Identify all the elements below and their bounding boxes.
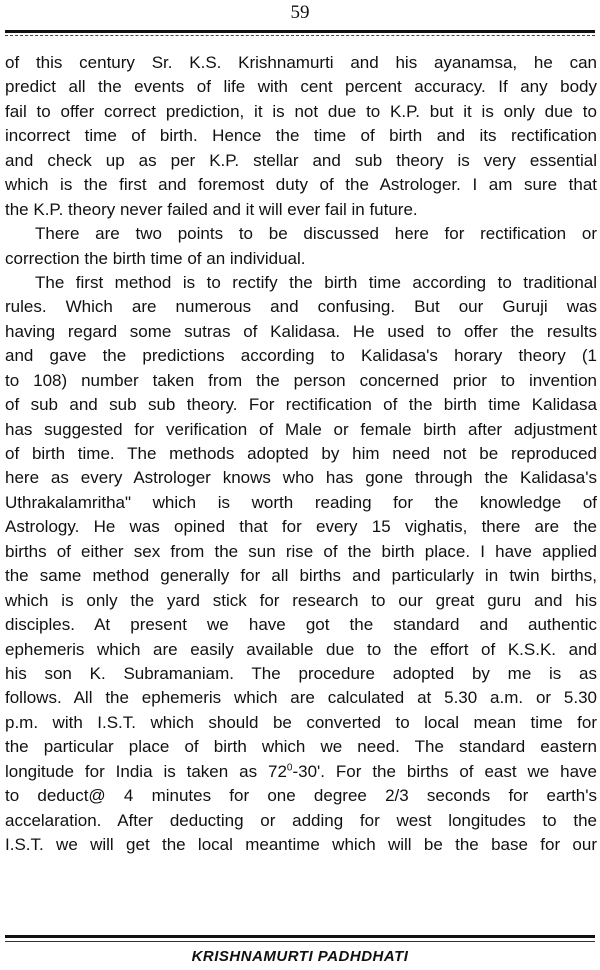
text-line: predict all the events of life with cent percent accuracy. If any body — [5, 77, 597, 97]
text-line: fail to offer correct prediction, it is not due to K.P. but it is only due to — [5, 101, 597, 121]
degree-superscript: 0 — [286, 762, 293, 774]
text-line: and gave the predictions according to Kalidasa's horary theory (1 — [5, 346, 597, 366]
degree-line-rest: -30'. For the births of east we have — [292, 761, 597, 781]
text-line: ephemeris which are easily available due to the effort of K.S.K. and — [5, 639, 597, 659]
page-number: 59 — [290, 2, 310, 23]
text-line: rules. Which are numerous and confusing. But our Guruji was — [5, 297, 597, 317]
text-line: having regard some sutras of Kalidasa. He used to offer the results — [5, 321, 597, 341]
text-line: the K.P. theory never failed and it will ever fail in future. — [5, 199, 418, 219]
text-line: to deduct@ 4 minutes for one degree 2/3 seconds for earth's — [5, 786, 597, 806]
text-line: I.S.T. we will get the local meantime which will be the base for our — [5, 835, 597, 854]
text-line: Astrology. He was opined that for every 15 vighatis, there are the — [5, 517, 597, 537]
text-line: and check up as per K.P. stellar and sub theory is very essential — [5, 150, 597, 170]
text-line-degree — [5, 760, 597, 784]
body-text — [5, 51, 597, 857]
text-line: to 108) number taken from the person concerned prior to invention — [5, 370, 597, 390]
text-line: Uthrakalamritha" which is worth reading for the knowledge of — [5, 492, 597, 512]
text-line: follows. All the ephemeris which are calculated at 5.30 a.m. or 5.30 — [5, 688, 597, 708]
text-line: of this century Sr. K.S. Krishnamurti and his ayanamsa, he can — [5, 53, 597, 72]
text-line: the same method generally for all births and particularly in twin births, — [5, 566, 597, 586]
text-line: births of either sex from the sun rise of the birth place. I have applied — [5, 541, 597, 561]
text-line: correction the birth time of an individual. — [5, 248, 306, 268]
header-rule-thin — [5, 35, 595, 36]
footer-title: KRISHNAMURTI PADHDHATI — [191, 948, 409, 965]
text-line: which is only the yard stick for research to our great guru and his — [5, 590, 597, 610]
text-line: incorrect time of birth. Hence the time of birth and its rectification — [5, 126, 597, 146]
text-line: has suggested for verification of Male or female birth after adjustment — [5, 419, 597, 439]
header-rule — [5, 30, 595, 33]
footer-rule — [5, 935, 595, 938]
text-line: of sub and sub sub theory. For rectification of the birth time Kalidasa — [5, 395, 597, 415]
text-line: which is the first and foremost duty of the Astrologer. I am sure that — [5, 175, 597, 195]
text-line: the particular place of birth which we need. The standard eastern — [5, 737, 597, 757]
text-line: The first method is to rectify the birth time according to traditional — [35, 272, 597, 292]
text-line: There are two points to be discussed here for rectification or — [35, 224, 597, 244]
text-line: p.m. with I.S.T. which should be converted to local mean time for — [5, 712, 597, 732]
text-line: accelaration. After deducting or adding for west longitudes to the — [5, 810, 597, 830]
degree-line-start: longitude for India is taken as 72 — [5, 761, 287, 781]
text-line: here as every Astrologer knows who has gone through the Kalidasa's — [5, 468, 597, 488]
text-line: of birth time. The methods adopted by him need not be reproduced — [5, 444, 597, 463]
text-line: disciples. At present we have got the standard and authentic — [5, 615, 597, 635]
text-line: his son K. Subramaniam. The procedure adopted by me is as — [5, 663, 597, 683]
footer-rule-thin — [5, 941, 595, 942]
